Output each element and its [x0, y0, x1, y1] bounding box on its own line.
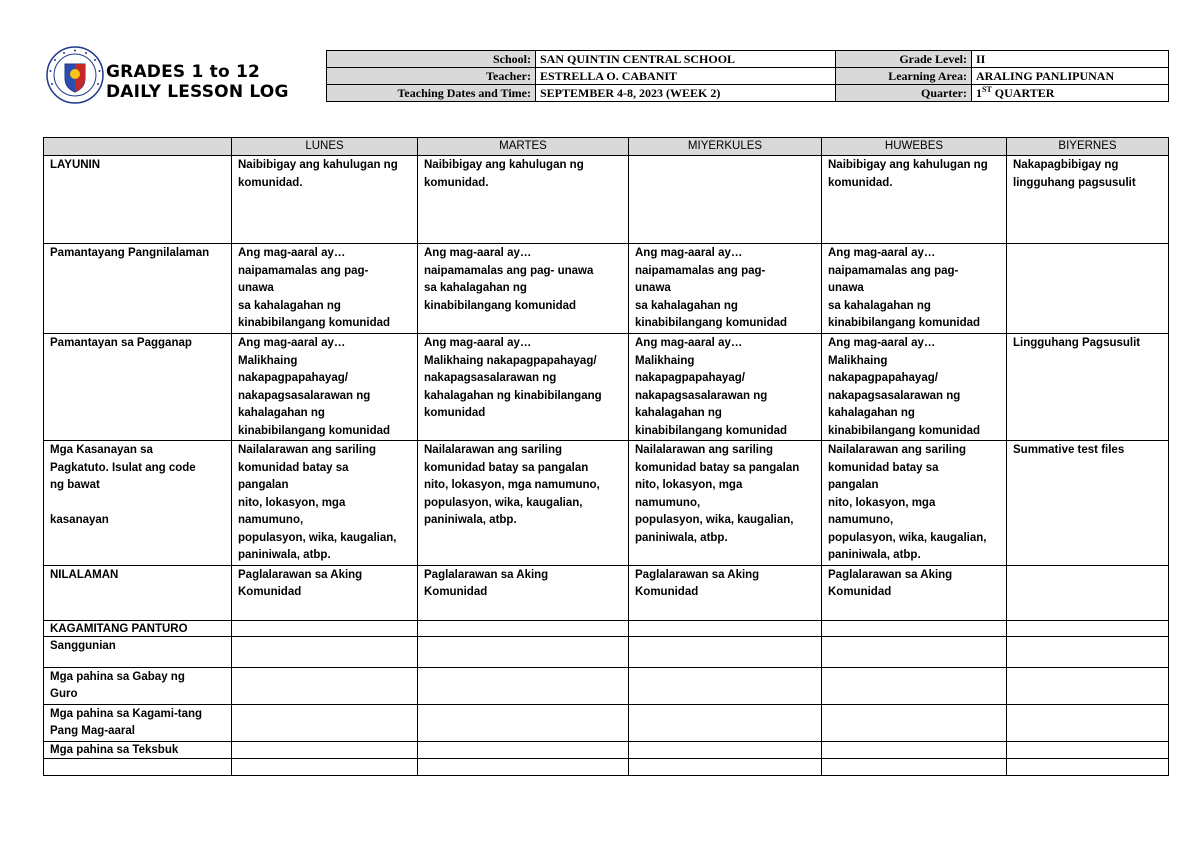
- deped-seal-icon: [46, 46, 104, 104]
- row-label: [44, 758, 232, 775]
- table-cell: Ang mag-aaral ay… naipamamalas ang pag- unawa sa kahalagahan ng kinabibilangang komunidad: [822, 244, 1007, 334]
- table-cell: Ang mag-aaral ay… Malikhaing nakapagpapahayag/ nakapagsasalarawan ng kahalagahan ng kinabibilangang komunidad: [629, 334, 822, 441]
- table-row-blank: [44, 758, 1169, 775]
- row-label: Mga pahina sa Gabay ng Guro: [44, 667, 232, 704]
- table-cell: Ang mag-aaral ay… naipamamalas ang pag- unawa sa kahalagahan ng kinabibilangang komunidad: [629, 244, 822, 334]
- lesson-info-table: [326, 50, 1169, 102]
- table-cell: [629, 667, 822, 704]
- table-cell: [418, 620, 629, 636]
- table-row-kagamitang-panturo: [44, 620, 1169, 636]
- table-cell: [629, 741, 822, 758]
- row-label: Mga pahina sa Kagami-tang Pang Mag-aaral: [44, 704, 232, 741]
- day-header-biyernes: BIYERNES: [1007, 138, 1169, 156]
- table-cell: Naibibigay ang kahulugan ng komunidad.: [232, 156, 418, 244]
- row-label: LAYUNIN: [44, 156, 232, 244]
- row-label: Mga Kasanayan sa Pagkatuto. Isulat ang code ng bawat kasanayan: [44, 441, 232, 566]
- table-cell: [1007, 565, 1169, 620]
- table-row-sanggunian: [44, 636, 1169, 667]
- grade-level-value: II: [972, 51, 1169, 68]
- table-cell: Ang mag-aaral ay… Malikhaing nakapagpapahayag/ nakapagsasalarawan ng kahalagahan ng kinabibilangang komunidad: [232, 334, 418, 441]
- grade-level-label: Grade Level:: [836, 51, 972, 68]
- table-cell: Naibibigay ang kahulugan ng komunidad.: [418, 156, 629, 244]
- table-cell: [232, 636, 418, 667]
- info-row-dates: [327, 85, 1169, 102]
- quarter-suffix: ST: [982, 85, 992, 94]
- teaching-dates-label: Teaching Dates and Time:: [327, 85, 536, 102]
- table-row-teksbuk: [44, 741, 1169, 758]
- table-row-kasanayan: [44, 441, 1169, 566]
- table-row-nilalaman: [44, 565, 1169, 620]
- table-row-kagamitang-mag-aaral: [44, 704, 1169, 741]
- table-cell: Ang mag-aaral ay… naipamamalas ang pag- unawa sa kahalagahan ng kinabibilangang komunidad: [232, 244, 418, 334]
- table-cell: Nailalarawan ang sariling komunidad batay sa pangalan nito, lokasyon, mga namumuno, populasyon, wika, kaugalian, paniniwala, atbp.: [418, 441, 629, 566]
- header-blank-cell: [44, 138, 232, 156]
- row-label: NILALAMAN: [44, 565, 232, 620]
- table-row-gabay-ng-guro: [44, 667, 1169, 704]
- table-cell: [822, 741, 1007, 758]
- info-row-teacher: [327, 68, 1169, 85]
- row-label: Mga pahina sa Teksbuk: [44, 741, 232, 758]
- table-cell: [629, 156, 822, 244]
- teaching-dates-value: SEPTEMBER 4-8, 2023 (WEEK 2): [536, 85, 836, 102]
- table-cell: [418, 636, 629, 667]
- table-cell: [822, 620, 1007, 636]
- table-cell: [822, 636, 1007, 667]
- table-cell: [629, 620, 822, 636]
- table-cell: [1007, 704, 1169, 741]
- table-row-layunin: [44, 156, 1169, 244]
- table-cell: [629, 636, 822, 667]
- table-cell: Nailalarawan ang sariling komunidad batay sa pangalan nito, lokasyon, mga namumuno, populasyon, wika, kaugalian, paniniwala, atbp.: [822, 441, 1007, 566]
- table-cell: [418, 667, 629, 704]
- table-row-pamantayan-sa-pagganap: [44, 334, 1169, 441]
- table-cell: [418, 704, 629, 741]
- table-cell: [822, 704, 1007, 741]
- table-cell: Ang mag-aaral ay… naipamamalas ang pag- unawa sa kahalagahan ng kinabibilangang komunidad: [418, 244, 629, 334]
- table-cell: Nailalarawan ang sariling komunidad batay sa pangalan nito, lokasyon, mga namumuno, populasyon, wika, kaugalian, paniniwala, atbp.: [629, 441, 822, 566]
- table-cell: Paglalarawan sa Aking Komunidad: [822, 565, 1007, 620]
- school-value: SAN QUINTIN CENTRAL SCHOOL: [536, 51, 836, 68]
- row-label: KAGAMITANG PANTURO: [44, 620, 232, 636]
- table-cell: [232, 667, 418, 704]
- days-header-row: [44, 138, 1169, 156]
- row-label: Pamantayang Pangnilalaman: [44, 244, 232, 334]
- table-cell: [232, 741, 418, 758]
- table-cell: [418, 741, 629, 758]
- table-cell: [232, 758, 418, 775]
- table-cell: [418, 758, 629, 775]
- teacher-value: ESTRELLA O. CABANIT: [536, 68, 836, 85]
- day-header-lunes: LUNES: [232, 138, 418, 156]
- table-cell: [1007, 636, 1169, 667]
- day-header-martes: MARTES: [418, 138, 629, 156]
- page-title-grades: GRADES 1 to 12: [106, 62, 261, 82]
- table-cell: Lingguhang Pagsusulit: [1007, 334, 1169, 441]
- table-cell: [1007, 758, 1169, 775]
- table-cell: Paglalarawan sa Aking Komunidad: [629, 565, 822, 620]
- table-cell: [822, 667, 1007, 704]
- day-header-huwebes: HUWEBES: [822, 138, 1007, 156]
- info-row-school: [327, 51, 1169, 68]
- table-cell: [1007, 244, 1169, 334]
- school-label: School:: [327, 51, 536, 68]
- quarter-label: Quarter:: [836, 85, 972, 102]
- learning-area-value: ARALING PANLIPUNAN: [972, 68, 1169, 85]
- table-cell: Nakapagbibigay ng lingguhang pagsusulit: [1007, 156, 1169, 244]
- table-cell: Summative test files: [1007, 441, 1169, 566]
- table-cell: Nailalarawan ang sariling komunidad batay sa pangalan nito, lokasyon, mga namumuno, populasyon, wika, kaugalian, paniniwala, atbp.: [232, 441, 418, 566]
- daily-lesson-log-table: [43, 137, 1169, 776]
- quarter-number: 1: [976, 86, 982, 100]
- table-cell: Paglalarawan sa Aking Komunidad: [232, 565, 418, 620]
- table-cell: Paglalarawan sa Aking Komunidad: [418, 565, 629, 620]
- table-cell: [629, 704, 822, 741]
- table-cell: [629, 758, 822, 775]
- quarter-text: QUARTER: [991, 86, 1055, 100]
- table-cell: [1007, 667, 1169, 704]
- learning-area-label: Learning Area:: [836, 68, 972, 85]
- quarter-value: [972, 85, 1169, 102]
- page-title-dll: DAILY LESSON LOG: [106, 82, 289, 102]
- row-label: Sanggunian: [44, 636, 232, 667]
- table-cell: Ang mag-aaral ay… Malikhaing nakapagpapahayag/ nakapagsasalarawan ng kahalagahan ng kinabibilangang komunidad: [418, 334, 629, 441]
- table-cell: [232, 704, 418, 741]
- day-header-miyerkules: MIYERKULES: [629, 138, 822, 156]
- table-cell: [1007, 741, 1169, 758]
- table-cell: [822, 758, 1007, 775]
- row-label: Pamantayan sa Pagganap: [44, 334, 232, 441]
- teacher-label: Teacher:: [327, 68, 536, 85]
- table-cell: [232, 620, 418, 636]
- table-cell: [1007, 620, 1169, 636]
- table-row-pamantayang-pangnilalaman: [44, 244, 1169, 334]
- table-cell: Ang mag-aaral ay… Malikhaing nakapagpapahayag/ nakapagsasalarawan ng kahalagahan ng kinabibilangang komunidad: [822, 334, 1007, 441]
- table-cell: Naibibigay ang kahulugan ng komunidad.: [822, 156, 1007, 244]
